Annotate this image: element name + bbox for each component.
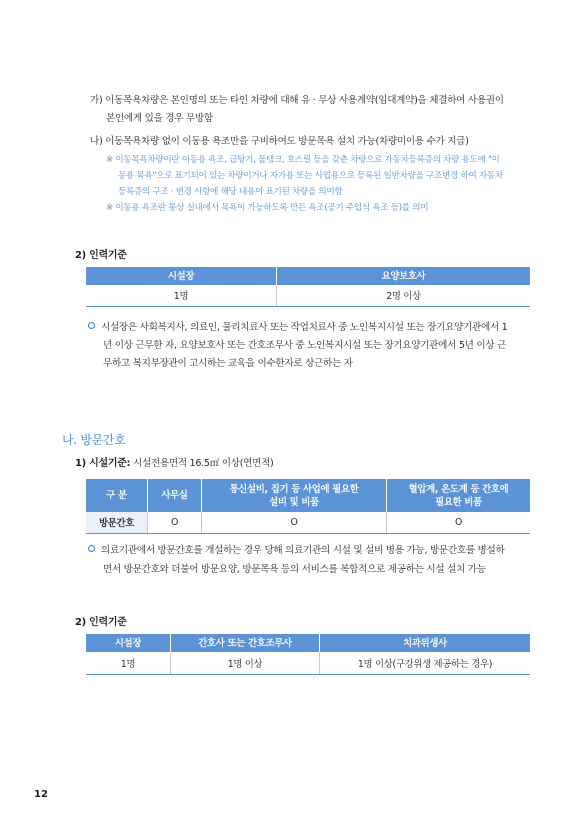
table-row-header: 방문간호: [86, 512, 148, 533]
bullet-circle-icon: [88, 322, 95, 329]
note-vehicle-line2: 동용 목욕"으로 표기되어 있는 차량이거나 자가용 또는 사업용으로 등록된 일반차량을 구조변경 하여 자동차: [118, 171, 503, 181]
table-cell: 1명 이상: [171, 652, 320, 674]
table-cell: O: [202, 512, 387, 533]
table-cell: O: [148, 512, 202, 533]
note-vehicle-line1: ※ 이동목욕차량이란 이동용 욕조, 급탕기, 물탱크, 호스릴 등을 갖춘 차량으로 자동차등록증의 차량 용도에 "이: [106, 155, 500, 165]
bullet-a-line1: 시설장은 사회복지사, 의료인, 물리치료사 또는 작업치료사 중 노인복지시설 또는 장기요양기관에서 1: [88, 319, 507, 337]
item-ga-line1: 가) 이동목욕차량은 본인명의 또는 타인 차량에 대해 유 · 무상 사용계약(임대계약)을 체결하여 사용권이: [90, 95, 504, 106]
staff-table-b: [86, 634, 530, 675]
header-cell: 혈압계, 온도계 등 간호에 필요한 비품: [387, 479, 531, 512]
section-title-visiting-nursing: 나. 방문간호: [62, 433, 126, 447]
staff-table-a: [86, 267, 530, 307]
staff-standard-title-a: 2) 인력기준: [75, 250, 127, 261]
item-na-line: 나) 이동목욕차량 없이 이동용 욕조만을 구비하여도 방문목욕 설치 가능(차량미이용 수가 지급): [90, 136, 469, 147]
header-cell: 시설장: [86, 634, 171, 652]
table-cell: 1명: [86, 285, 277, 306]
bullet-circle-icon: [88, 545, 95, 552]
header-cell: 간호사 또는 간호조무사: [171, 634, 320, 652]
bullet-a-line3: 무하고 복지부장관이 고시하는 교육을 이수한자로 상근하는 자: [103, 358, 353, 369]
bullet-b-line2: 면서 방문간호와 더불어 방문요양, 방문목욕 등의 서비스를 복합적으로 제공하는 시설 설치 가능: [103, 564, 486, 575]
header-cell: 시설장: [86, 267, 277, 285]
table-cell: O: [387, 512, 531, 533]
note-bathtub: ※ 이동용 욕조란 통상 실내에서 목욕이 가능하도록 만든 욕조(공기 주입식 욕조 등)를 의미: [106, 203, 429, 213]
header-cell: 사무실: [148, 479, 202, 512]
table-cell: 2명 이상: [277, 285, 531, 306]
header-cell: 구 분: [86, 479, 148, 512]
table-cell: 1명 이상(구강위생 제공하는 경우): [320, 652, 531, 674]
page-number: 12: [34, 789, 48, 800]
table-cell: 1명: [86, 652, 171, 674]
bullet-b-line1: 의료기관에서 방문간호를 개설하는 경우 당해 의료기관의 시설 및 설비 병용 가능, 방문간호를 병설하: [88, 542, 504, 560]
item-ga-line2: 본인에게 있을 경우 무방함: [106, 113, 213, 124]
header-cell: 요양보호사: [277, 267, 531, 285]
bullet-a-line2: 년 이상 근무한 자, 요양보호사 또는 간호조무사 중 노인복지시설 또는 장기요양기관에서 5년 이상 근: [103, 340, 506, 351]
facility-standard-title: 1) 시설기준: 시설전용면적 16.5㎡ 이상(연면적): [75, 458, 274, 469]
facility-table: [86, 479, 530, 534]
header-cell: 통신설비, 집기 등 사업에 필요한 설비 및 비품: [202, 479, 387, 512]
staff-standard-title-b: 2) 인력기준: [75, 617, 127, 628]
header-cell: 치과위생사: [320, 634, 531, 652]
note-vehicle-line3: 등록증의 구조 · 변경 사항에 해당 내용이 표기된 차량을 의미함: [118, 187, 343, 197]
